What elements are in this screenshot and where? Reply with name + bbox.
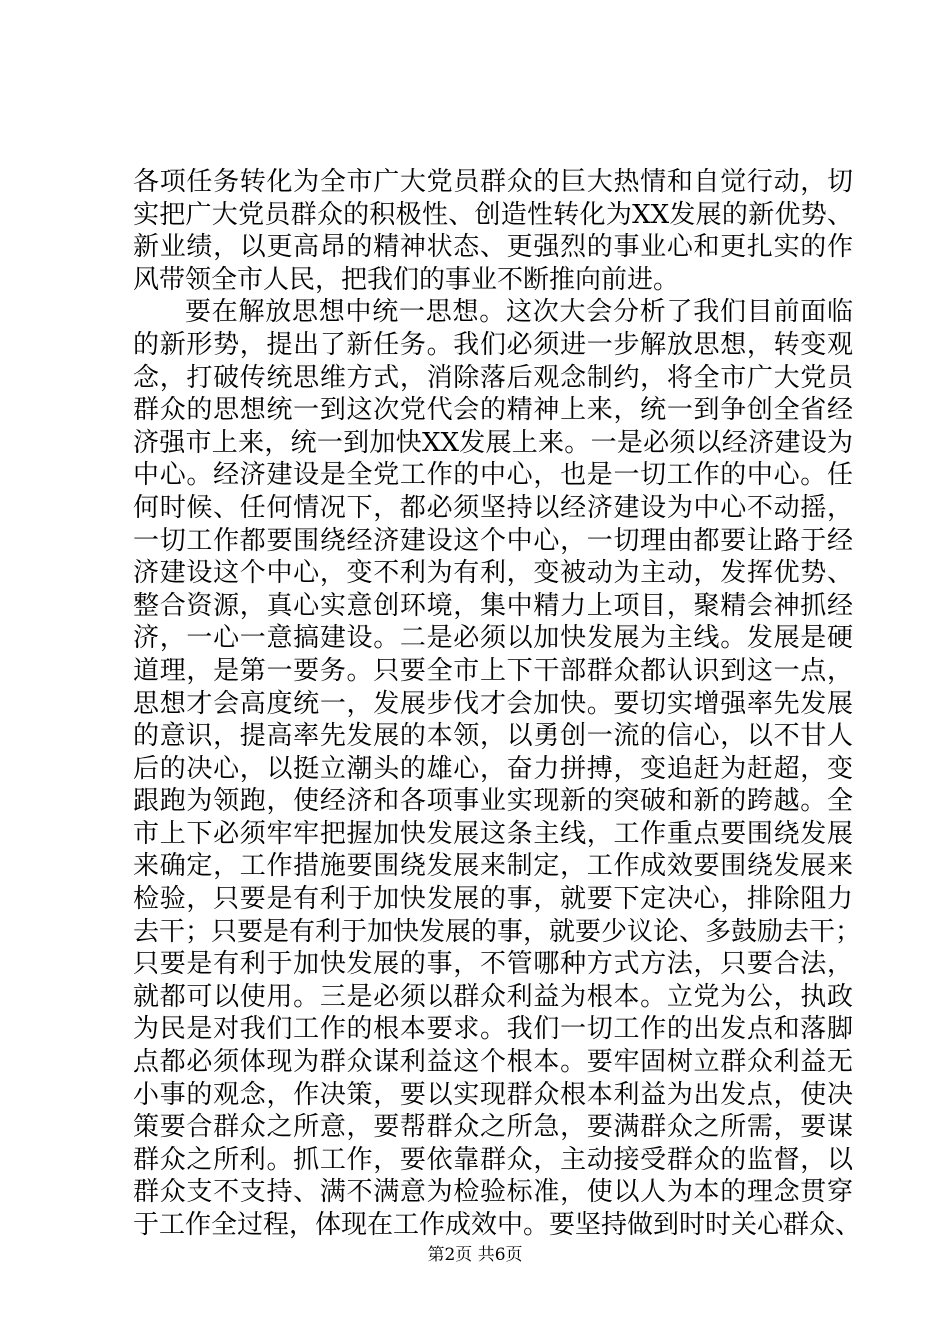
text-line: 检验，只要是有利于加快发展的事，就要下定决心，排除阻力 <box>133 884 853 915</box>
text-line: 道理，是第一要务。只要全市上下干部群众都认识到这一点， <box>133 655 853 686</box>
text-line: 市上下必须牢牢把握加快发展这条主线，工作重点要围绕发展 <box>133 818 853 849</box>
text-line: 来确定，工作措施要围绕发展来制定，工作成效要围绕发展来 <box>133 851 853 882</box>
text-line: 点都必须体现为群众谋利益这个根本。要牢固树立群众利益无 <box>133 1047 853 1078</box>
text-line: 策要合群众之所意，要帮群众之所急，要满群众之所需，要谋 <box>133 1112 853 1143</box>
paragraph <box>133 296 862 1241</box>
text-line: 只要是有利于加快发展的事，不管哪种方式方法，只要合法， <box>133 949 853 980</box>
text-line: 要在解放思想中统一思想。这次大会分析了我们目前面临 <box>185 297 853 328</box>
text-line: 小事的观念，作决策，要以实现群众根本利益为出发点，使决 <box>133 1079 853 1110</box>
text-line: 群众支不支持、满不满意为检验标准，使以人为本的理念贯穿 <box>133 1177 853 1208</box>
text-line: 各项任务转化为全市广大党员群众的巨大热情和自觉行动，切 <box>133 167 853 197</box>
text-line: 思想才会高度统一，发展步伐才会加快。要切实增强率先发展 <box>133 688 853 719</box>
text-line: 就都可以使用。三是必须以群众利益为根本。立党为公，执政 <box>133 981 853 1012</box>
text-line: 整合资源，真心实意创环境，集中精力上项目，聚精会神抓经 <box>133 590 853 621</box>
paragraph <box>133 166 853 296</box>
text-line: 的新形势，提出了新任务。我们必须进一步解放思想，转变观 <box>133 329 853 360</box>
text-line: 一切工作都要围绕经济建设这个中心，一切理由都要让路于经 <box>133 525 853 556</box>
text-line: 新业绩，以更高昂的精神状态、更强烈的事业心和更扎实的作 <box>133 232 853 263</box>
text-line: 为民是对我们工作的根本要求。我们一切工作的出发点和落脚 <box>133 1014 853 1045</box>
text-line: 济强市上来，统一到加快XX发展上来。一是必须以经济建设为 <box>133 427 853 458</box>
text-line: 群众的思想统一到这次党代会的精神上来，统一到争创全省经 <box>133 395 853 426</box>
text-line: 跟跑为领跑，使经济和各项事业实现新的突破和新的跨越。全 <box>133 786 853 817</box>
text-line: 济建设这个中心，变不利为有利，变被动为主动，发挥优势、 <box>133 558 853 589</box>
text-line: 去干；只要是有利于加快发展的事，就要少议论、多鼓励去干； <box>133 916 862 947</box>
text-line: 群众之所利。抓工作，要依靠群众，主动接受群众的监督，以 <box>133 1144 853 1175</box>
text-line: 何时候、任何情况下，都必须坚持以经济建设为中心不动摇， <box>133 492 853 523</box>
text-line: 念，打破传统思维方式，消除落后观念制约，将全市广大党员 <box>133 362 853 393</box>
text-line: 中心。经济建设是全党工作的中心，也是一切工作的中心。任 <box>133 460 853 491</box>
text-line: 于工作全过程，体现在工作成效中。要坚持做到时时关心群众、 <box>133 1210 862 1240</box>
page-footer: 第2页 共6页 <box>427 1245 523 1265</box>
text-line: 的意识，提高率先发展的本领，以勇创一流的信心，以不甘人 <box>133 721 853 752</box>
text-line: 济，一心一意搞建设。二是必须以加快发展为主线。发展是硬 <box>133 623 853 654</box>
body-text <box>133 166 862 1242</box>
text-line: 后的决心，以挺立潮头的雄心，奋力拼搏，变追赶为赶超，变 <box>133 753 853 784</box>
text-line: 风带领全市人民，把我们的事业不断推向前进。 <box>133 264 680 295</box>
text-line: 实把广大党员群众的积极性、创造性转化为XX发展的新优势、 <box>133 199 853 230</box>
